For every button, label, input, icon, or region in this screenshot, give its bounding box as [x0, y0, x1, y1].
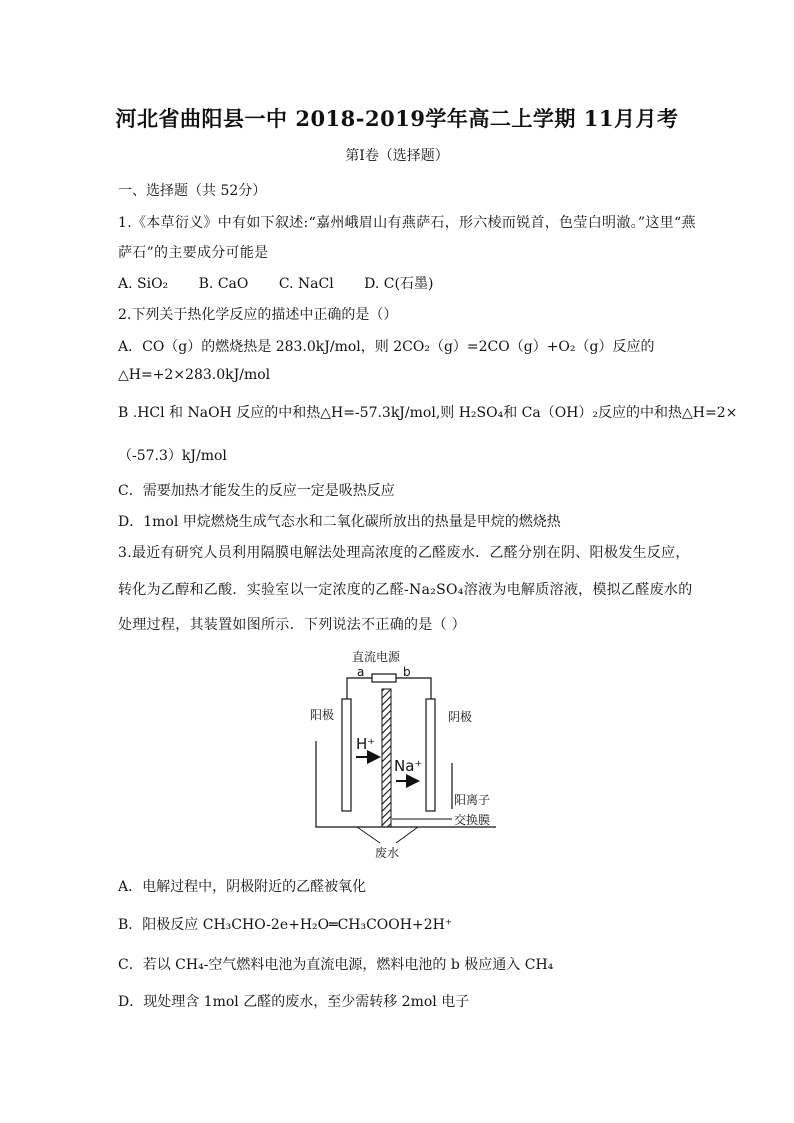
q2-stem: 2.下列关于热化学反应的描述中正确的是（） — [118, 307, 398, 323]
q2-option-a-line1: A．CO（g）的燃烧热是 283.0kJ/mol，则 2CO₂（g）=2CO（g）+O₂（g）反应的 — [118, 339, 655, 355]
q3-option-d: D．现处理含 1mol 乙醛的废水，至少需转移 2mol 电子 — [118, 994, 470, 1010]
q1-option-c: C. NaCl — [278, 276, 334, 292]
q2-option-b-line2: （-57.3）kJ/mol — [118, 448, 227, 464]
q1-option-b: B. CaO — [198, 276, 249, 292]
anode-electrode — [342, 699, 351, 811]
anode-label: 阳极 — [310, 708, 335, 722]
q3-option-c: C．若以 CH₄-空气燃料电池为直流电源，燃料电池的 b 极应通入 CH₄ — [118, 957, 554, 973]
section-heading: 一、选择题（共 52分） — [118, 183, 267, 199]
q1-option-a: A. SiO₂ — [118, 276, 169, 292]
q3-option-a: A．电解过程中，阴极附近的乙醛被氧化 — [118, 879, 367, 895]
cathode-electrode — [426, 699, 435, 811]
power-supply-label: 直流电源 — [352, 650, 401, 664]
q1-stem-line2: 萨石”的主要成分可能是 — [118, 245, 269, 261]
membrane-label-line2: 交换膜 — [454, 813, 491, 827]
power-supply-box — [372, 674, 396, 682]
q2-option-d: D．1mol 甲烷燃烧生成气态水和二氧化碳所放出的热量是甲烷的燃烧热 — [118, 514, 561, 530]
q1-option-d: D. C(石墨) — [364, 276, 434, 292]
terminal-a-label: a — [357, 665, 365, 679]
ion-na-label: Na⁺ — [394, 757, 423, 775]
ion-h-label: H⁺ — [356, 735, 376, 753]
q1-options — [118, 273, 459, 293]
wire-anode — [347, 678, 372, 699]
ion-exchange-membrane — [382, 689, 391, 827]
q1-stem-line1: 1.《本草衍义》中有如下叙述:“嘉州峨眉山有燕萨石，形六棱而锐首，色莹白明澈。”这里“燕 — [118, 215, 696, 231]
waste-pointer-left — [357, 827, 380, 843]
q3-stem-line2: 转化为乙醇和乙酸．实验室以一定浓度的乙醛-Na₂SO₄溶液为电解质溶液，模拟乙醛废水的 — [118, 582, 693, 598]
waste-water-label: 废水 — [375, 846, 400, 860]
q3-stem-line3: 处理过程，其装置如图所示．下列说法不正确的是（ ） — [118, 617, 466, 633]
q3-option-b: B．阳极反应 CH₃CHO-2e+H₂O═CH₃COOH+2H⁺ — [118, 917, 453, 933]
page-subtitle: 第Ⅰ卷（选择题） — [345, 148, 449, 164]
cathode-label: 阴极 — [448, 710, 473, 724]
electrolysis-diagram — [300, 645, 500, 865]
membrane-label-line1: 阳离子 — [454, 793, 491, 807]
q3-stem-line1: 3.最近有研究人员利用隔膜电解法处理高浓度的乙醛废水．乙醛分别在阴、阳极发生反应， — [118, 545, 690, 561]
q2-option-a-line2: △H=+2×283.0kJ/mol — [118, 367, 271, 383]
q2-option-b-line1: B .HCl 和 NaOH 反应的中和热△H=-57.3kJ/mol,则 H₂SO₄和 Ca（OH）₂反应的中和热△H=2× — [118, 405, 738, 421]
wire-cathode — [396, 678, 431, 699]
waste-pointer-right — [396, 827, 418, 843]
page-title: 河北省曲阳县一中 2018-2019学年高二上学期 11月月考 — [115, 106, 679, 131]
q2-option-c: C．需要加热才能发生的反应一定是吸热反应 — [118, 483, 395, 499]
terminal-b-label: b — [403, 665, 411, 679]
